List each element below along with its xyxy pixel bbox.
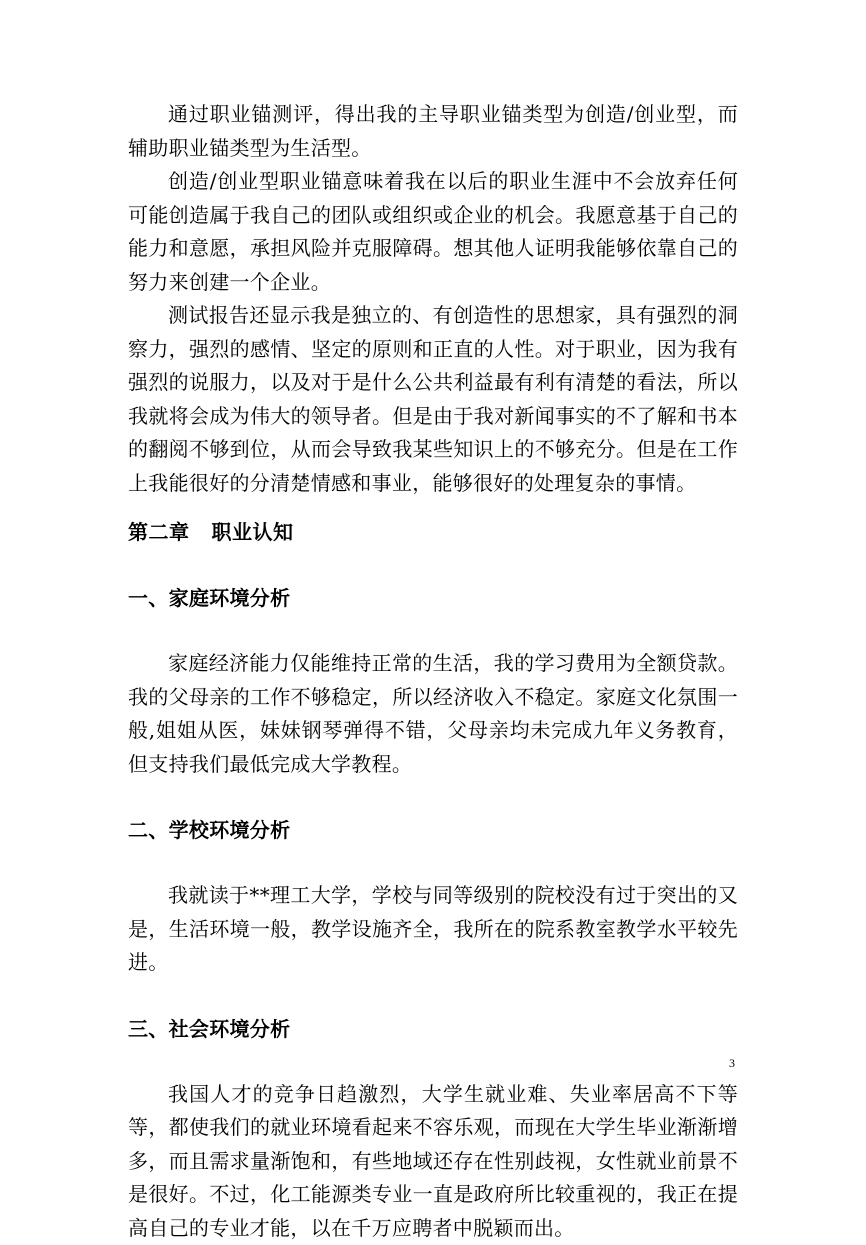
page-number: 3 bbox=[729, 1056, 735, 1071]
paragraph-career-anchor-result: 通过职业锚测评，得出我的主导职业锚类型为创造/创业型，而辅助职业锚类型为生活型。 bbox=[128, 98, 738, 165]
section-heading-school: 二、学校环境分析 bbox=[128, 814, 738, 847]
section-heading-family: 一、家庭环境分析 bbox=[128, 582, 738, 615]
section-heading-society: 三、社会环境分析 bbox=[128, 1013, 738, 1046]
section-body-family: 家庭经济能力仅能维持正常的生活，我的学习费用为全额贷款。我的父母亲的工作不够稳定，所以经济收入不稳定。家庭文化氛围一般,姐姐从医，妹妹钢琴弹得不错，父母亲均未完成九年义务教育，但支持我们最低完成大学教程。 bbox=[128, 647, 738, 781]
chapter-title: 职业认知 bbox=[212, 520, 294, 544]
chapter-heading bbox=[128, 516, 738, 549]
chapter-number: 第二章 bbox=[128, 520, 190, 544]
document-body bbox=[128, 98, 738, 1245]
paragraph-test-report: 测试报告还显示我是独立的、有创造性的思想家，具有强烈的洞察力，强烈的感情、坚定的原则和正直的人性。对于职业，因为我有强烈的说服力，以及对于是什么公共利益最有利有清楚的看法，所以我就将会成为伟大的领导者。但是由于我对新闻事实的不了解和书本的翻阅不够到位，从而会导致我某些知识上的不够充分。但是在工作上我能很好的分清楚情感和事业，能够很好的处理复杂的事情。 bbox=[128, 299, 738, 500]
section-body-society: 我国人才的竞争日趋激烈，大学生就业难、失业率居高不下等等，都使我们的就业环境看起来不容乐观，而现在大学生毕业渐渐增多，而且需求量渐饱和，有些地域还存在性别歧视，女性就业前景不是很好。不过，化工能源类专业一直是政府所比较重视的，我正在提高自己的专业才能，以在千万应聘者中脱颖而出。 bbox=[128, 1078, 738, 1245]
paragraph-creative-entrepreneurial: 创造/创业型职业锚意味着我在以后的职业生涯中不会放弃任何可能创造属于我自己的团队或组织或企业的机会。我愿意基于自己的能力和意愿，承担风险并克服障碍。想其他人证明我能够依靠自己的努力来创建一个企业。 bbox=[128, 165, 738, 299]
section-body-school: 我就读于**理工大学，学校与同等级别的院校没有过于突出的又是，生活环境一般，教学设施齐全，我所在的院系教室教学水平较先进。 bbox=[128, 879, 738, 980]
